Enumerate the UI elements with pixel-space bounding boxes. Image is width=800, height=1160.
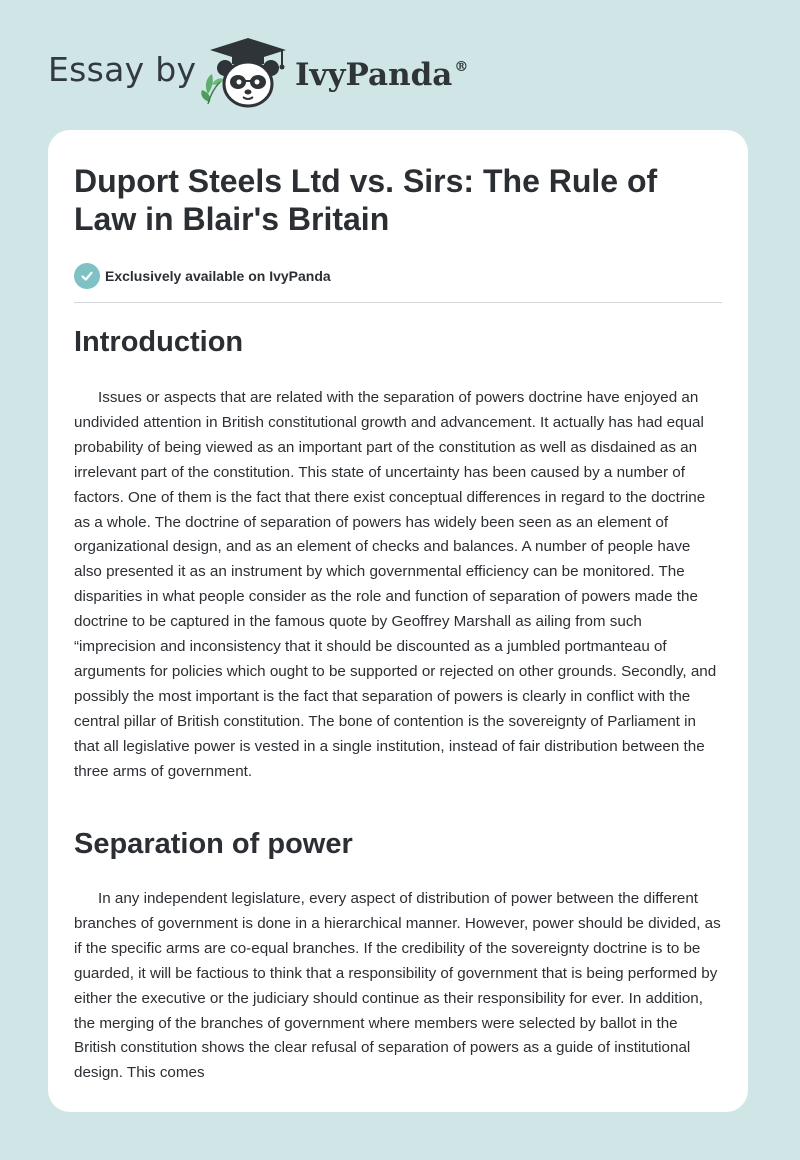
section-paragraph-introduction: Issues or aspects that are related with the separation of powers doctrine have enjoyed an undivided attention in British constitutional growth and advancement. It actually has had equal probability of being viewed as an important part of the constitution as well as disdained as an irrelevant part of the constitution. This state of uncertainty has been caused by a number of factors. One of them is the fact that there exist conceptual differences in regard to the doctrine as a whole. The doctrine of separation of powers has widely been seen as an element of organizational design, and as an element of checks and balances. A number of people have also presented it as an instrument by which governmental efficiency can be monitored. The disparities in what people consider as the role and function of separation of powers made the doctrine to be captured in the famous quote by Geoffrey Marshall as ailing from such “imprecision and inconsistency that it should be discounted as a jumbled portmanteau of arguments for policies which ought to be supported or rejected on other grounds. Secondly, and possibly the most important is the fact that separation of powers is clearly in conflict with the central pillar of British constitution. The bone of contention is the sovereignty of Parliament in that all legislative power is vested in a single institution, instead of fair distribution between the three arms of government. — [74, 389, 717, 780]
badge-label: Exclusively available on IvyPanda — [105, 268, 331, 284]
page-title: Duport Steels Ltd vs. Sirs: The Rule of Law in Blair's Britain — [74, 163, 658, 237]
check-icon — [74, 263, 100, 289]
panda-logo-icon[interactable] — [198, 32, 294, 112]
brand-prefix: Essay by — [48, 50, 197, 89]
section-heading-introduction: Introduction — [74, 326, 244, 358]
section-heading-separation-of-power: Separation of power — [74, 828, 353, 860]
brand-name[interactable]: IvyPanda ® — [295, 57, 469, 93]
site-header — [0, 0, 800, 130]
section-paragraph-separation-of-power: In any independent legislature, every aspect of distribution of power between the different branches of government is done in a hierarchical manner. However, power should be divided, as if the specific arms are co-equal branches. If the credibility of the sovereignty doctrine is to be guarded, it will be factious to think that a responsibility of government that is being performed by either the executive or the judiciary should continue as their responsibility for ever. In addition, the merging of the branches of government where members were selected by ballot in the British constitution shows the clear refusal of separation of powers as a guide of institutional design. This comes — [74, 890, 721, 1082]
article-card — [48, 130, 748, 1112]
divider — [74, 302, 722, 303]
exclusive-badge — [74, 263, 331, 289]
